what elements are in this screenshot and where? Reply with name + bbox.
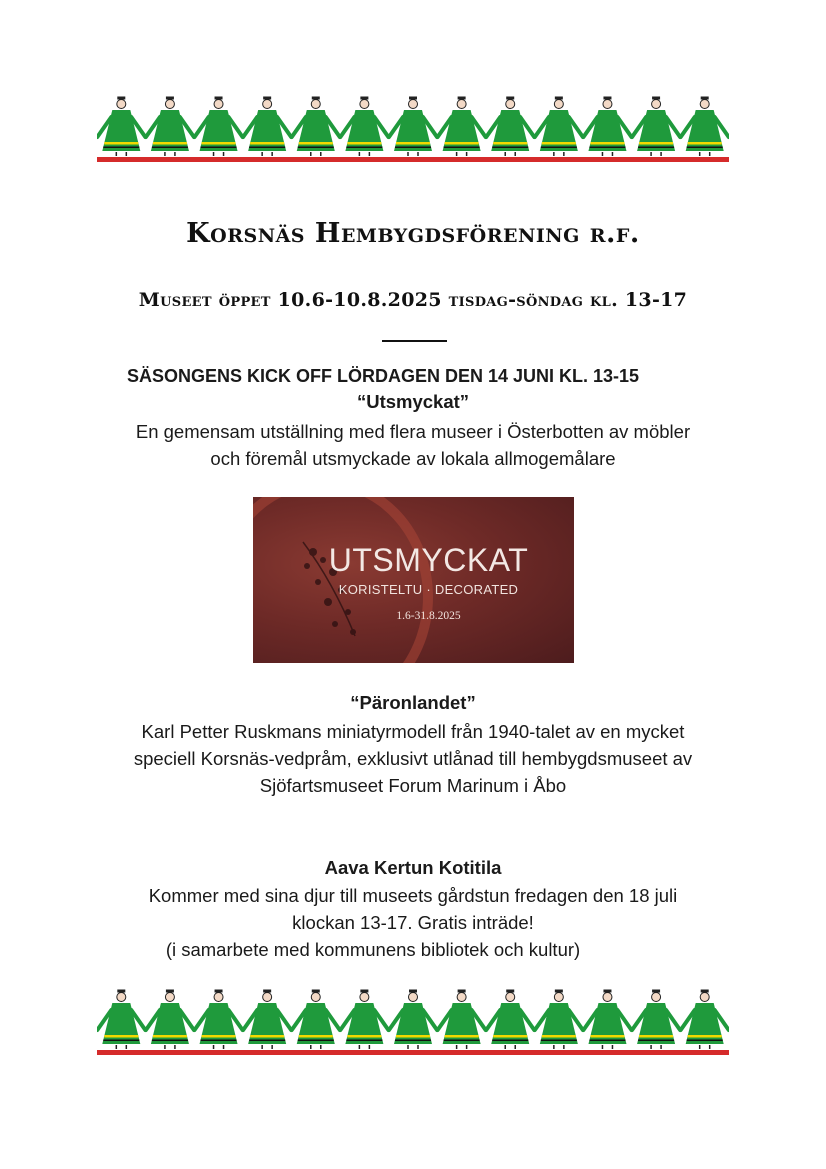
red-stripe (97, 157, 729, 162)
opening-hours: Museet öppet 10.6-10.8.2025 tisdag-söndag kl. 13-17 (138, 289, 688, 311)
folk-dancers-icon (97, 95, 729, 163)
banner-title: UTSMYCKAT (328, 542, 529, 578)
aava-line-3: (i samarbete med kommunens bibliotek och kultur) (165, 939, 581, 960)
banner-subtitle: KORISTELTU · DECORATED (338, 582, 519, 597)
utsmyckat-banner (253, 497, 574, 663)
dancer-figure (243, 990, 291, 1050)
paronlandet-title: “Päronlandet” (350, 692, 476, 713)
paronlandet-line-1: Karl Petter Ruskmans miniatyrmodell från 1940-talet av en mycket (141, 721, 685, 742)
aava-line-2: klockan 13-17. Gratis inträde! (292, 912, 534, 933)
dancer-figure (195, 97, 243, 157)
dancer-figure (535, 990, 583, 1050)
folk-dancers-border-bottom (97, 988, 729, 1056)
dancer-figure (292, 97, 340, 157)
page-title: Korsnäs Hembygdsförening r.f. (186, 218, 640, 249)
dancer-figure (292, 990, 340, 1050)
paronlandet-line-3: Sjöfartsmuseet Forum Marinum i Åbo (259, 775, 567, 796)
dancer-figure (389, 990, 437, 1050)
banner-dates: 1.6-31.8.2025 (396, 610, 461, 622)
dancer-figure (535, 97, 583, 157)
dancer-figure (146, 97, 194, 157)
dancer-figure (632, 97, 680, 157)
dancer-figure (340, 97, 388, 157)
dancer-figure (389, 97, 437, 157)
aava-title: Aava Kertun Kotitila (324, 857, 502, 878)
dancer-figure (583, 990, 631, 1050)
dancer-figure (340, 990, 388, 1050)
dancer-figure (438, 990, 486, 1050)
exhibit-description-line-1: En gemensam utställning med flera museer i Österbotten av möbler (135, 421, 691, 442)
dancer-figure (146, 990, 194, 1050)
exhibit-description-line-2: och föremål utsmyckade av lokala allmogemålare (210, 448, 616, 469)
dancer-figure (438, 97, 486, 157)
dancer-figure (632, 990, 680, 1050)
dancer-figure (243, 97, 291, 157)
dancer-figure (681, 97, 729, 157)
dancer-figure (681, 990, 729, 1050)
dancer-figure (583, 97, 631, 157)
dancer-figure (195, 990, 243, 1050)
red-stripe (97, 1050, 729, 1055)
dancer-figure (97, 97, 145, 157)
folk-dancers-icon (97, 988, 729, 1056)
paronlandet-line-2: speciell Korsnäs-vedpråm, exklusivt utlånad till hembygdsmuseet av (133, 748, 693, 769)
divider (382, 340, 447, 342)
dancer-figure (97, 990, 145, 1050)
dancer-figure (486, 97, 534, 157)
folk-dancers-border-top (97, 95, 729, 163)
dancer-figure (486, 990, 534, 1050)
aava-line-1: Kommer med sina djur till museets gårdstun fredagen den 18 juli (148, 885, 678, 906)
kickoff-heading: SÄSONGENS KICK OFF LÖRDAGEN DEN 14 JUNI KL. 13-15 (126, 366, 640, 386)
exhibit-title: “Utsmyckat” (356, 391, 470, 412)
